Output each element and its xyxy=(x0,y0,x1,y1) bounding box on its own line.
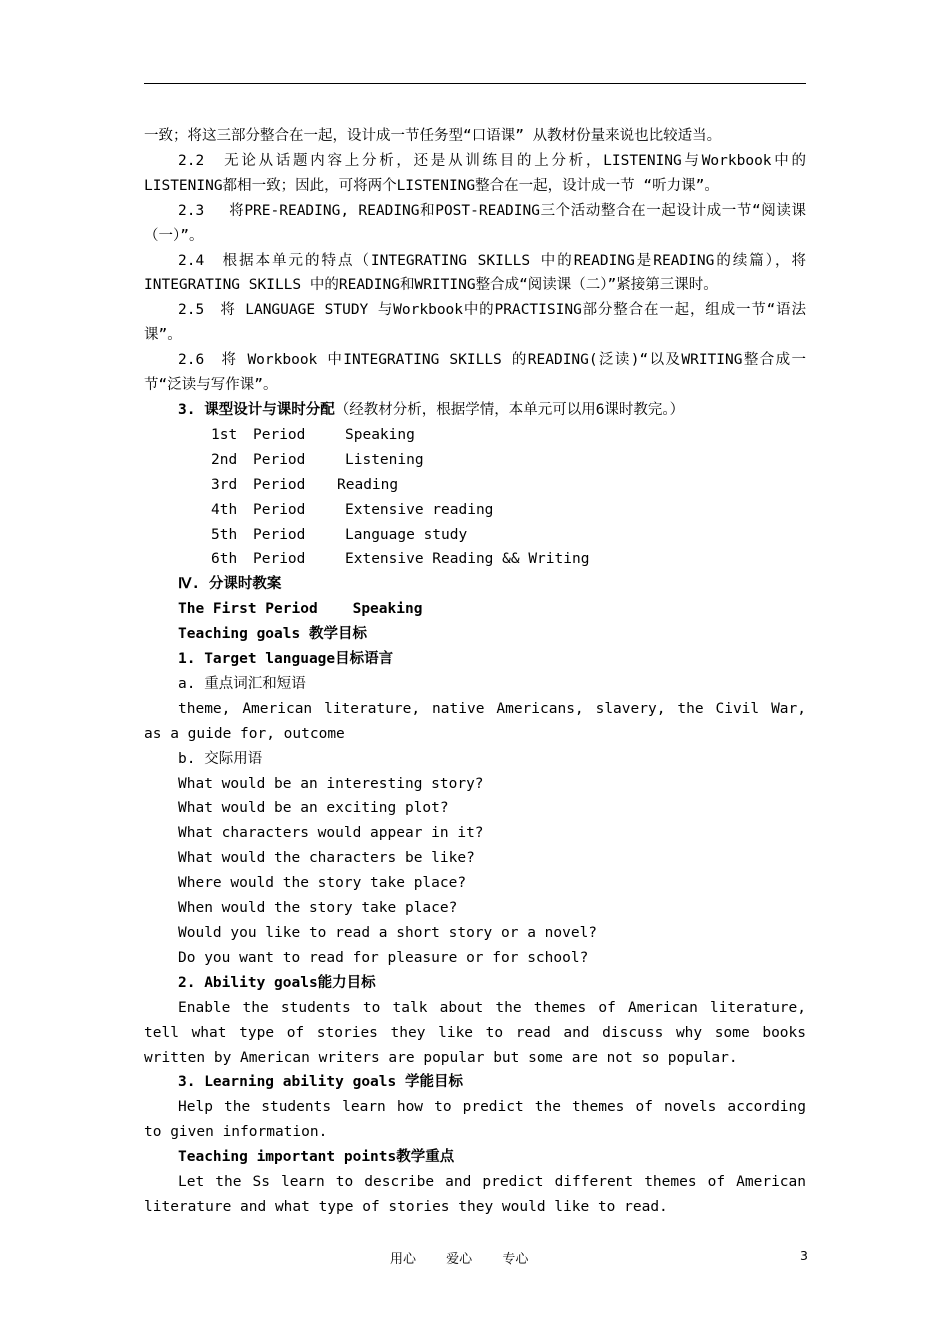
period-word: Period xyxy=(253,476,306,493)
paragraph-2-3: 2.3 将PRE-READING, READING和POST-READING三个活动整合在一起设计成一节“阅读课（一）”。 xyxy=(144,202,806,244)
ability-goals-heading: 2. Ability goals能力目标 xyxy=(178,974,376,991)
paragraph-2-2: 2.2 无论从话题内容上分析，还是从训练目的上分析，LISTENING与Workbook中的LISTENING都相一致；因此，可将两个LISTENING整合在一起，设计成一节 “听力课”。 xyxy=(144,152,806,194)
period-word: Period xyxy=(253,526,306,543)
vocab-label: a. 重点词汇和短语 xyxy=(178,675,306,692)
period-word: Period xyxy=(253,451,306,468)
page-footer xyxy=(390,1248,554,1267)
teaching-goals-heading: Teaching goals 教学目标 xyxy=(178,626,367,643)
period-word: Period xyxy=(253,426,306,443)
paragraph-2-4: 2.4 根据本单元的特点（INTEGRATING SKILLS 中的READING是READING的续篇），将INTEGRATING SKILLS 中的READING和WRITING整合成“阅读课（二）”紧接第三课时。 xyxy=(144,252,806,294)
learning-goals-heading: 3. Learning ability goals 学能目标 xyxy=(178,1074,463,1091)
header-rule xyxy=(144,83,806,84)
footer-text: 专心 xyxy=(502,1252,529,1267)
footer-text: 用心 xyxy=(390,1252,417,1267)
first-period-heading: The First Period Speaking xyxy=(178,601,423,618)
period-number: 2nd xyxy=(211,451,238,468)
period-word: Period xyxy=(253,501,306,518)
important-points-heading: Teaching important points教学重点 xyxy=(178,1149,455,1166)
learning-goals-text: Help the students learn how to predict the themes of novels according to given information. xyxy=(144,1099,806,1141)
question-line: Would you like to read a short story or a novel? xyxy=(178,925,598,941)
period-row xyxy=(144,498,806,523)
period-number: 6th xyxy=(211,551,238,568)
section-3-heading: 3. 课型设计与课时分配 xyxy=(178,401,335,418)
document-body xyxy=(144,124,806,1220)
period-topic: Language study xyxy=(345,526,468,543)
period-row xyxy=(144,473,806,498)
period-number: 5th xyxy=(211,526,238,543)
period-row xyxy=(144,547,806,572)
period-topic: Extensive reading xyxy=(345,501,494,518)
period-number: 4th xyxy=(211,501,238,518)
page-number: 3 xyxy=(800,1248,808,1263)
period-topic: Reading xyxy=(337,476,399,493)
question-line: What would be an interesting story? xyxy=(178,775,484,792)
period-topic: Listening xyxy=(345,451,424,468)
footer-text: 爱心 xyxy=(446,1252,473,1267)
period-number: 1st xyxy=(211,426,238,443)
question-line: When would the story take place? xyxy=(178,900,458,917)
question-line: What would the characters be like? xyxy=(178,850,475,867)
paragraph-1: 一致；将这三部分整合在一起，设计成一节任务型“口语课” 从教材份量来说也比较适当。 xyxy=(144,128,722,144)
paragraph-2-5: 2.5 将 LANGUAGE STUDY 与Workbook中的PRACTISING部分整合在一起，组成一节“语法课”。 xyxy=(144,302,806,344)
period-row xyxy=(144,448,806,473)
important-points-text: Let the Ss learn to describe and predict different themes of American literature and what type of stories they would like to read. xyxy=(144,1174,806,1215)
section-3 xyxy=(144,398,806,423)
period-row xyxy=(144,423,806,448)
target-language-heading: 1. Target language目标语言 xyxy=(178,651,394,668)
vocab-text: theme, American literature, native Americans, slavery, the Civil War, as a guide for, outcome xyxy=(144,700,806,742)
section-3-note: （经教材分析，根据学情，本单元可以用6课时教完。） xyxy=(334,401,685,418)
paragraph-2-6: 2.6 将 Workbook 中INTEGRATING SKILLS 的READING(泛读)“以及WRITING整合成一节“泛读与写作课”。 xyxy=(144,352,806,394)
question-line: What characters would appear in it? xyxy=(178,825,484,842)
period-row xyxy=(144,523,806,548)
period-word: Period xyxy=(253,551,306,568)
section-4-heading: Ⅳ. 分课时教案 xyxy=(178,576,282,593)
question-line: What would be an exciting plot? xyxy=(178,800,449,817)
question-line: Do you want to read for pleasure or for school? xyxy=(178,949,589,966)
period-topic: Extensive Reading && Writing xyxy=(345,551,590,568)
question-line: Where would the story take place? xyxy=(178,875,467,892)
period-number: 3rd xyxy=(211,476,238,493)
ability-goals-text: Enable the students to talk about the themes of American literature, tell what type of stories they like to read and discuss why some books written by American writers are popular but some are not so popular. xyxy=(144,999,806,1066)
expressions-label: b. 交际用语 xyxy=(178,750,263,767)
period-topic: Speaking xyxy=(345,426,415,443)
